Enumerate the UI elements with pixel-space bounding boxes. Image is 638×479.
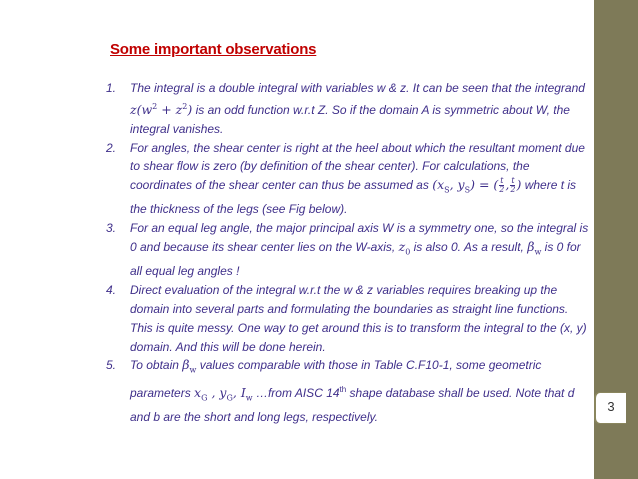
math-expression: $z_0$ bbox=[398, 239, 411, 257]
math-expression: $z(w^2 + z^2)$ bbox=[130, 101, 193, 117]
item-text: For angles, the shear center is right at the heel about which the resultant moment due to shear flow is zero (by definition of the shear center). For calculations, the coordinates of the shear center can thus be assumed as bbox=[130, 140, 585, 193]
item-text: where t is the thickness of the legs (see Fig below). bbox=[130, 178, 577, 217]
observation-item-2 bbox=[104, 139, 590, 220]
math-expression: ($x_S$, $y_S$) = ( $\frac{t}{2}$ , $\frac{t}{2}$ ) bbox=[432, 176, 522, 195]
item-text: shape database shall be used. Note that d and b are the short and long legs, respectively. bbox=[130, 385, 575, 424]
item-text: is an odd function w.r.t Z. So if the domain A is symmetric about W, the integral vanishes. bbox=[130, 102, 570, 136]
page-number: 3 bbox=[607, 399, 615, 414]
math-expression: $\beta_w$ bbox=[527, 239, 542, 257]
item-text: is also 0. As a result, bbox=[410, 240, 528, 255]
math-expression: $\beta_w$ bbox=[182, 357, 197, 375]
observation-item-5: 5. To obtain $\beta_w$ values comparable with those in Table C.F10-1, some geometric parameters $x_G$ , $y_G$, $I_w$ …from AISC 14th shape database shall be used. Note that d and b are the short and long legs, respectively. bbox=[106, 357, 575, 424]
math-expression: $x_G$ , $y_G$, $I_w$ bbox=[194, 384, 253, 403]
page-number-box bbox=[594, 392, 626, 424]
item-text: To obtain bbox=[130, 358, 183, 373]
item-text: The integral is a double integral with variables w & z. It can be seen that the integrand bbox=[130, 81, 585, 95]
item-number: 5. bbox=[106, 358, 117, 373]
observation-list bbox=[104, 79, 590, 427]
item-text: Direct evaluation of the integral w.r.t the w & z variables requires breaking up the domain into several parts and formulating the boundaries as straight line functions. This is quite messy. One way to get around this is to transform the integral to the (x, y) domain. And this will be done herein. bbox=[130, 283, 587, 354]
item-text: …from AISC 14 bbox=[252, 385, 340, 400]
item-number: 2. bbox=[106, 140, 117, 155]
item-text: is 0 for all equal leg angles ! bbox=[130, 240, 581, 279]
item-number: 4. bbox=[106, 283, 117, 298]
observation-item-3 bbox=[104, 219, 590, 281]
observation-item-4 bbox=[104, 281, 590, 356]
slide-title: Some important observations bbox=[110, 41, 317, 58]
fraction: $\frac{t}{2}$ bbox=[510, 176, 516, 195]
item-number: 1. bbox=[106, 81, 117, 95]
observation-item-1 bbox=[104, 79, 590, 139]
item-text: values comparable with those in Table C.F10-1, some geometric parameters bbox=[130, 358, 542, 400]
item-number: 3. bbox=[106, 221, 117, 236]
item-text: For an equal leg angle, the major principal axis W is a symmetry one, so the integral is 0 and because its shear center lies on the W-axis, bbox=[130, 221, 589, 255]
fraction: $\frac{t}{2}$ bbox=[499, 176, 505, 195]
